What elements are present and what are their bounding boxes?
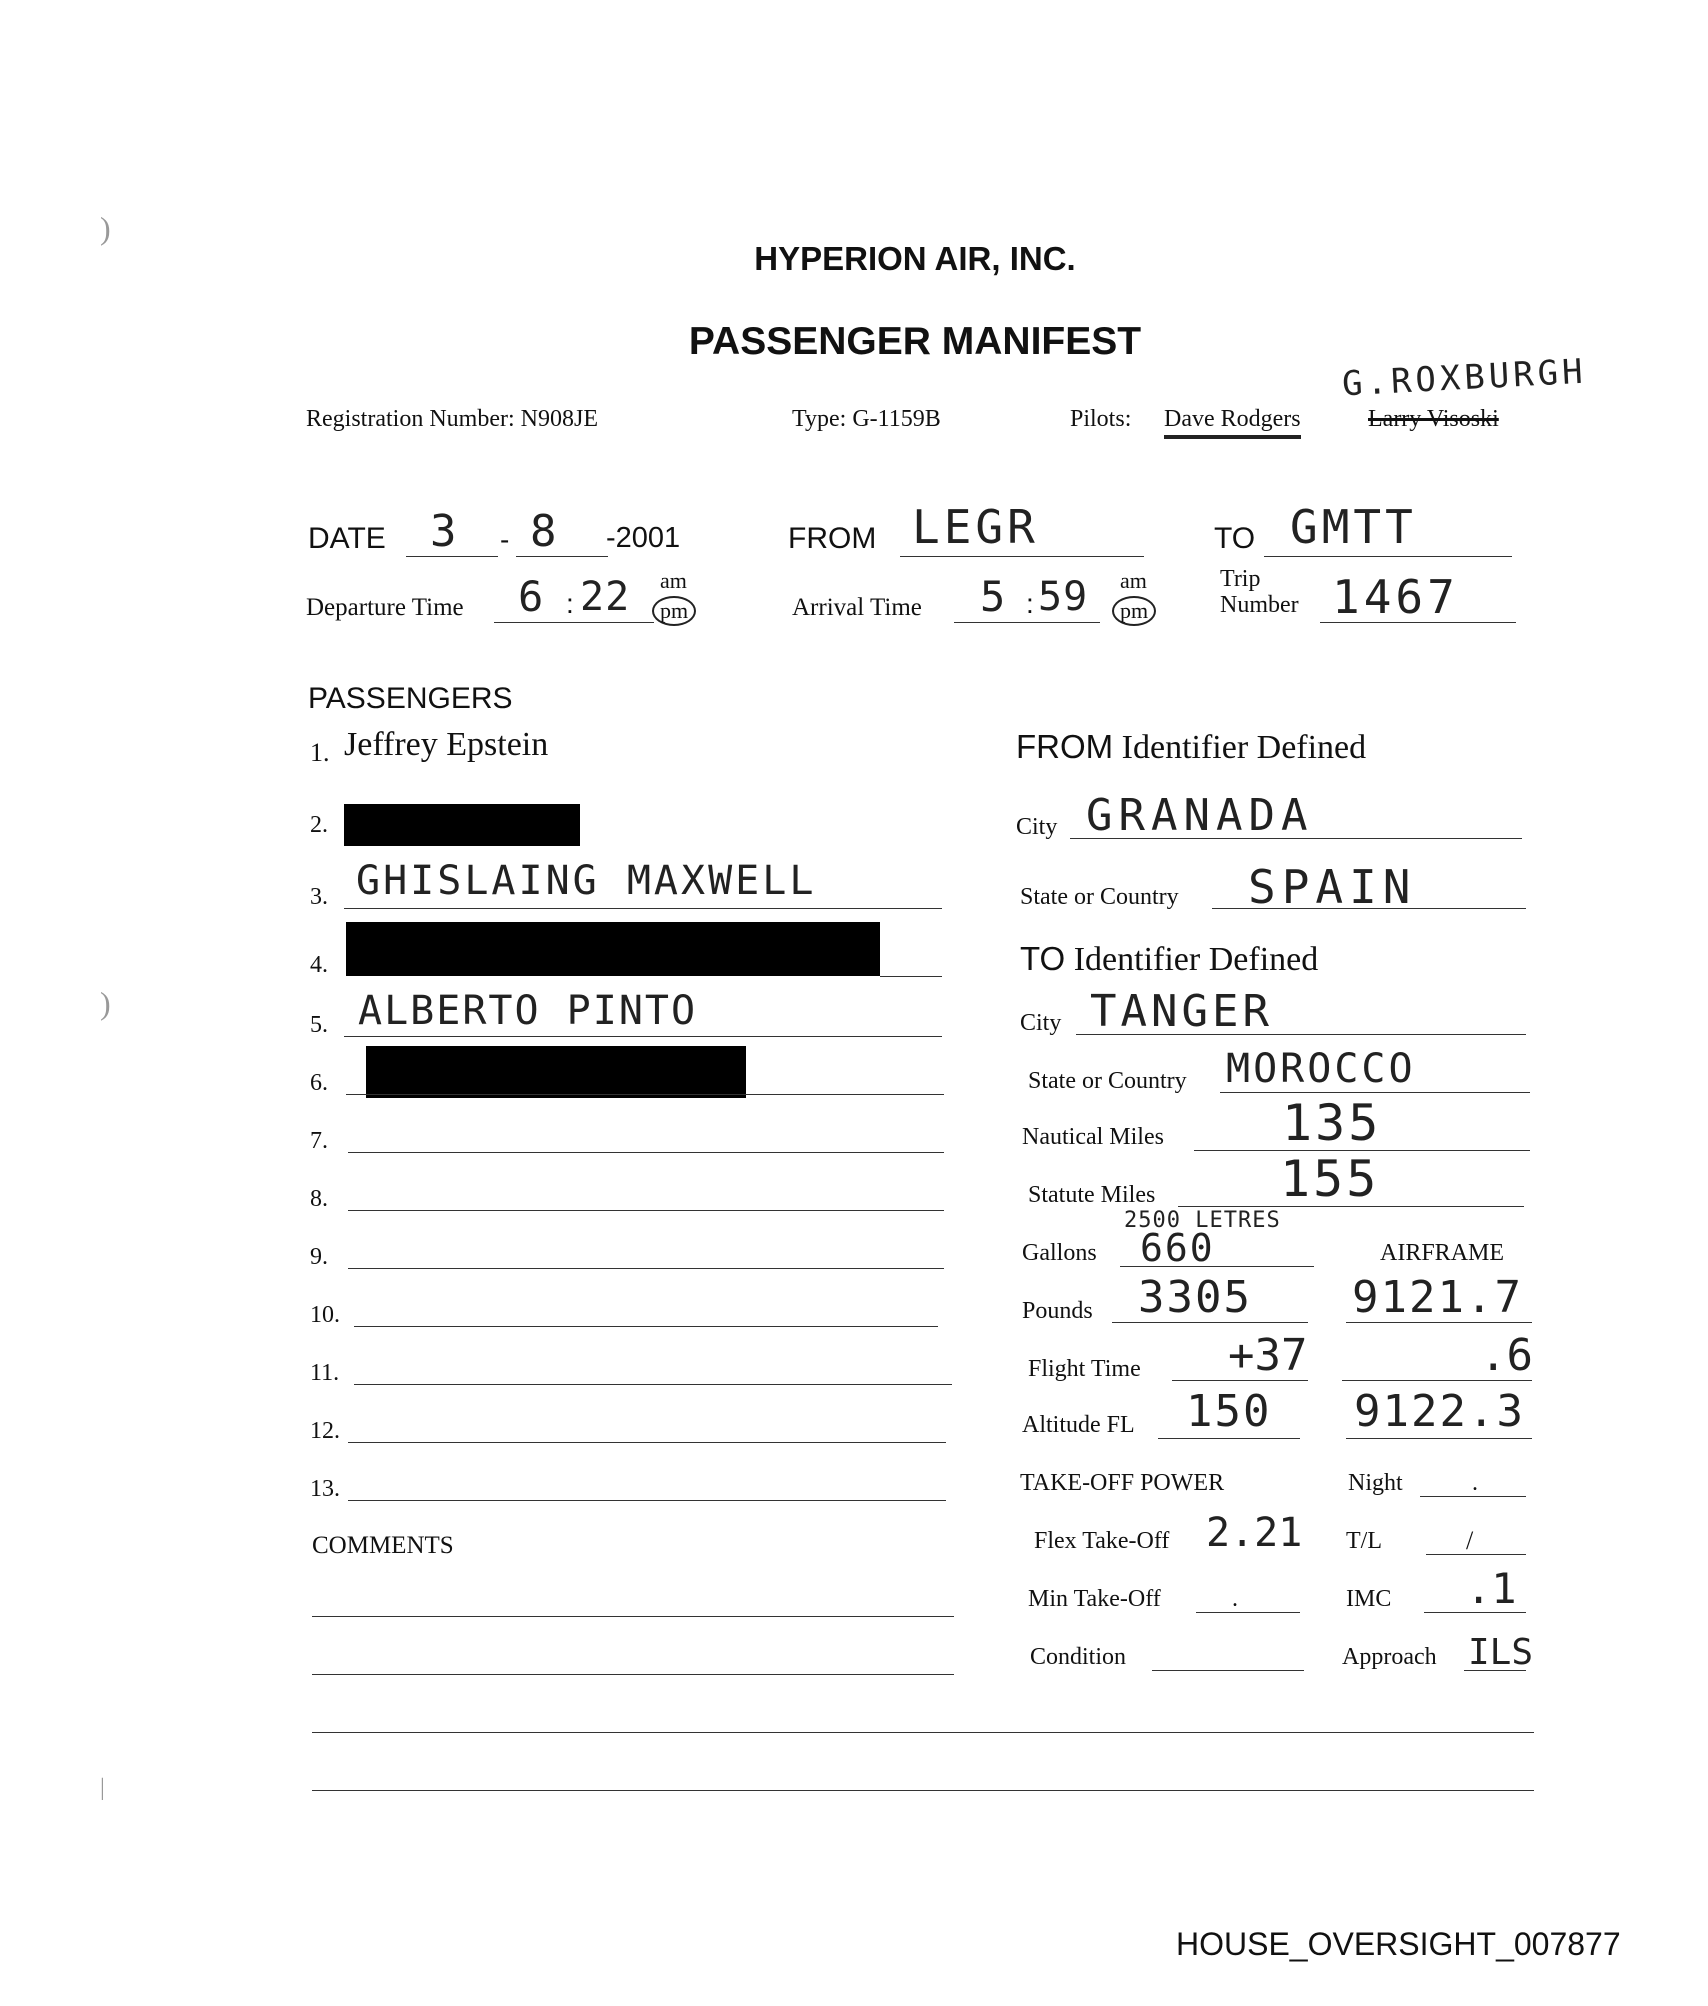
flex-takeoff-label: Flex Take-Off	[1034, 1528, 1170, 1554]
gallons-value: 660	[1140, 1226, 1215, 1270]
arrival-pm-circled: pm	[1112, 596, 1156, 626]
registration-label: Registration Number:	[306, 406, 515, 432]
flight-time-value: +37	[1228, 1330, 1308, 1381]
arrival-minute: 59	[1038, 574, 1089, 620]
from-city-value: GRANADA	[1086, 790, 1314, 841]
date-year: -2001	[606, 522, 681, 554]
to-city-label: City	[1020, 1010, 1062, 1036]
date-month: 3	[430, 506, 461, 557]
condition-label: Condition	[1030, 1644, 1127, 1670]
redaction-box	[346, 922, 880, 976]
pilots-label: Pilots:	[1070, 406, 1132, 432]
airframe-end: 9122.3	[1354, 1386, 1525, 1437]
company-name: HYPERION AIR, INC.	[754, 240, 1076, 277]
flight-time-label: Flight Time	[1028, 1356, 1141, 1382]
min-takeoff-label: Min Take-Off	[1028, 1586, 1161, 1612]
departure-am: am	[660, 568, 687, 593]
passenger-number: 3.	[310, 884, 328, 910]
passenger-number: 12.	[310, 1418, 340, 1444]
comments-label: COMMENTS	[312, 1532, 454, 1559]
passenger-number: 5.	[310, 1012, 328, 1038]
scan-mark: )	[100, 210, 111, 246]
passenger-number: 8.	[310, 1186, 328, 1212]
to-value: GMTT	[1290, 500, 1417, 554]
passenger-number: 4.	[310, 952, 328, 978]
arrival-colon: :	[1026, 588, 1034, 619]
approach-label: Approach	[1342, 1644, 1437, 1670]
scan-mark: |	[100, 1775, 105, 1801]
registration-value: N908JE	[520, 406, 598, 432]
trip-number: 1467	[1332, 570, 1459, 624]
takeoff-power-label: TAKE-OFF POWER	[1020, 1470, 1225, 1496]
form-title: PASSENGER MANIFEST	[688, 320, 1142, 363]
date-day: 8	[530, 506, 561, 557]
to-identifier-heading: TO Identifier Defined	[1020, 940, 1319, 978]
pounds-label: Pounds	[1022, 1298, 1093, 1324]
from-label: FROM	[788, 522, 877, 555]
comment-line	[312, 1674, 954, 1675]
passengers-heading: PASSENGERS	[308, 682, 513, 715]
tl-label: T/L	[1346, 1528, 1382, 1554]
imc-label: IMC	[1346, 1586, 1392, 1612]
altitude-label: Altitude FL	[1022, 1412, 1135, 1438]
nautical-miles-value: 135	[1282, 1094, 1382, 1152]
from-city-label: City	[1016, 814, 1058, 840]
night-separator: .	[1472, 1470, 1478, 1496]
pilot-1: Dave Rodgers	[1164, 406, 1301, 439]
gallons-note: 2500 LETRES	[1124, 1208, 1281, 1233]
from-identifier-heading: FROM Identifier Defined	[1016, 728, 1367, 766]
to-state-label: State or Country	[1028, 1068, 1187, 1094]
approach-value: ILS	[1468, 1632, 1534, 1673]
type-value: G-1159B	[852, 406, 941, 432]
passenger-number: 2.	[310, 812, 328, 838]
type-field	[792, 406, 941, 433]
departure-minute: 22	[580, 574, 631, 620]
bates-number: HOUSE_OVERSIGHT_007877	[1176, 1926, 1621, 1962]
statute-miles-label: Statute Miles	[1028, 1182, 1156, 1208]
date-label: DATE	[308, 522, 386, 555]
redaction-box	[366, 1046, 746, 1098]
passenger-number: 10.	[310, 1302, 340, 1328]
registration-field	[306, 406, 598, 433]
redaction-box	[344, 804, 580, 846]
statute-miles-value: 155	[1280, 1150, 1380, 1208]
comment-line	[312, 1616, 954, 1617]
departure-colon: :	[566, 588, 574, 619]
scan-mark: )	[100, 985, 111, 1021]
pilot-2-struck: Larry Visoski	[1368, 406, 1499, 432]
nautical-miles-label: Nautical Miles	[1022, 1124, 1164, 1150]
airframe-flight: .6	[1480, 1330, 1533, 1381]
gallons-label: Gallons	[1022, 1240, 1097, 1266]
comment-line	[312, 1732, 1534, 1733]
arrival-am: am	[1120, 568, 1147, 593]
to-label: TO	[1214, 522, 1256, 555]
departure-pm-circled: pm	[652, 596, 696, 626]
trip-label: Trip Number	[1220, 566, 1299, 618]
passenger-number: 11.	[310, 1360, 340, 1386]
departure-label: Departure Time	[306, 594, 464, 621]
to-state-value: MOROCCO	[1226, 1046, 1416, 1092]
from-state-label: State or Country	[1020, 884, 1179, 910]
passenger-name: GHISLAING MAXWELL	[356, 858, 817, 904]
airframe-start: 9121.7	[1352, 1272, 1523, 1323]
passenger-name: Jeffrey Epstein	[344, 726, 549, 763]
from-value: LEGR	[912, 500, 1039, 554]
altitude-value: 150	[1186, 1386, 1272, 1437]
passenger-number: 13.	[310, 1476, 340, 1502]
passenger-number: 6.	[310, 1070, 328, 1096]
airframe-label: AIRFRAME	[1380, 1240, 1505, 1266]
passenger-number: 7.	[310, 1128, 328, 1154]
pounds-value: 3305	[1138, 1272, 1252, 1323]
departure-hour: 6	[518, 572, 548, 621]
passenger-number: 9.	[310, 1244, 328, 1270]
night-label: Night	[1348, 1470, 1403, 1496]
to-city-value: TANGER	[1090, 986, 1273, 1037]
arrival-hour: 5	[980, 572, 1010, 621]
comment-line	[312, 1790, 1534, 1791]
flex-takeoff-value: 2.21	[1206, 1510, 1303, 1556]
passenger-number: 1.	[310, 738, 330, 767]
type-label: Type:	[792, 406, 847, 432]
date-separator: -	[500, 524, 510, 555]
min-takeoff-separator: .	[1232, 1586, 1238, 1612]
pilot-2-handwritten: G.ROXBURGH	[1341, 351, 1588, 405]
from-state-value: SPAIN	[1248, 860, 1417, 914]
imc-value: .1	[1466, 1564, 1517, 1613]
tl-separator: /	[1466, 1526, 1474, 1555]
arrival-label: Arrival Time	[792, 594, 922, 621]
passenger-name: ALBERTO PINTO	[358, 988, 698, 1034]
